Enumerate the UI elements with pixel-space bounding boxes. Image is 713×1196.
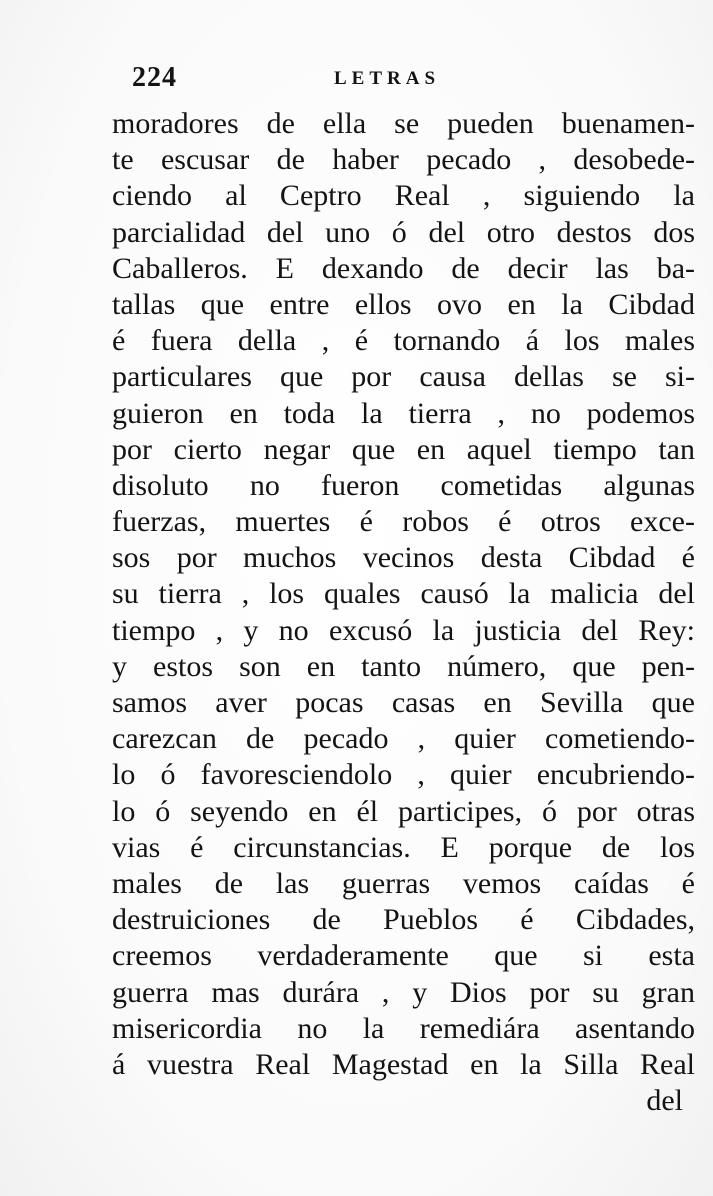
text-line: moradores de ella se pueden buenamen- [112,107,695,140]
text-line: disoluto no fueron cometidas algunas [112,468,695,502]
text-line: tiempo , y no excusó la justicia del Rey: [112,613,695,647]
page-number: 224 [132,62,177,93]
text-line: lo ó favoresciendolo , quier encubriendo- [112,758,695,792]
text-line: te escusar de haber pecado , desobede- [112,143,695,177]
text-line: su tierra , los quales causó la malicia del [112,577,695,611]
text-line: carezcan de pecado , quier cometiendo- [112,722,695,756]
text-line: samos aver pocas casas en Sevilla que [112,686,695,719]
running-head: LETRAS [334,68,441,89]
page-header [132,62,582,98]
text-line: por cierto negar que en aquel tiempo tan [112,432,695,466]
text-line: fuerzas, muertes é robos é otros exce- [112,505,695,539]
text-line: Caballeros. E dexando de decir las ba- [112,251,695,285]
text-line: guerra mas durára , y Dios por su gran [112,975,695,1009]
text-line: destruiciones de Pueblos é Cibdades, [112,903,695,937]
text-line: tallas que entre ellos ovo en la Cibdad [112,287,695,321]
text-line: parcialidad del uno ó del otro destos dos [112,215,695,249]
text-line: guieron en toda la tierra , no podemos [112,396,695,430]
text-line: á vuestra Real Magestad en la Silla Real [112,1047,695,1081]
text-line: lo ó seyendo en él participes, ó por otras [112,794,695,828]
text-line: sos por muchos vecinos desta Cibdad é [112,541,695,575]
text-line: creemos verdaderamente que si esta [112,939,695,973]
text-line: é fuera della , é tornando á los males [112,324,695,358]
text-line: vias é circunstancias. E porque de los [112,830,695,864]
catchword: del [646,1084,683,1118]
text-line: particulares que por causa dellas se si- [112,360,695,394]
text-line: ciendo al Ceptro Real , siguiendo la [112,179,695,213]
body-text [112,106,695,1119]
text-line: y estos son en tanto número, que pen- [112,649,695,683]
text-line: misericordia no la remediára asentando [112,1011,695,1045]
text-line: males de las guerras vemos caídas é [112,866,695,900]
